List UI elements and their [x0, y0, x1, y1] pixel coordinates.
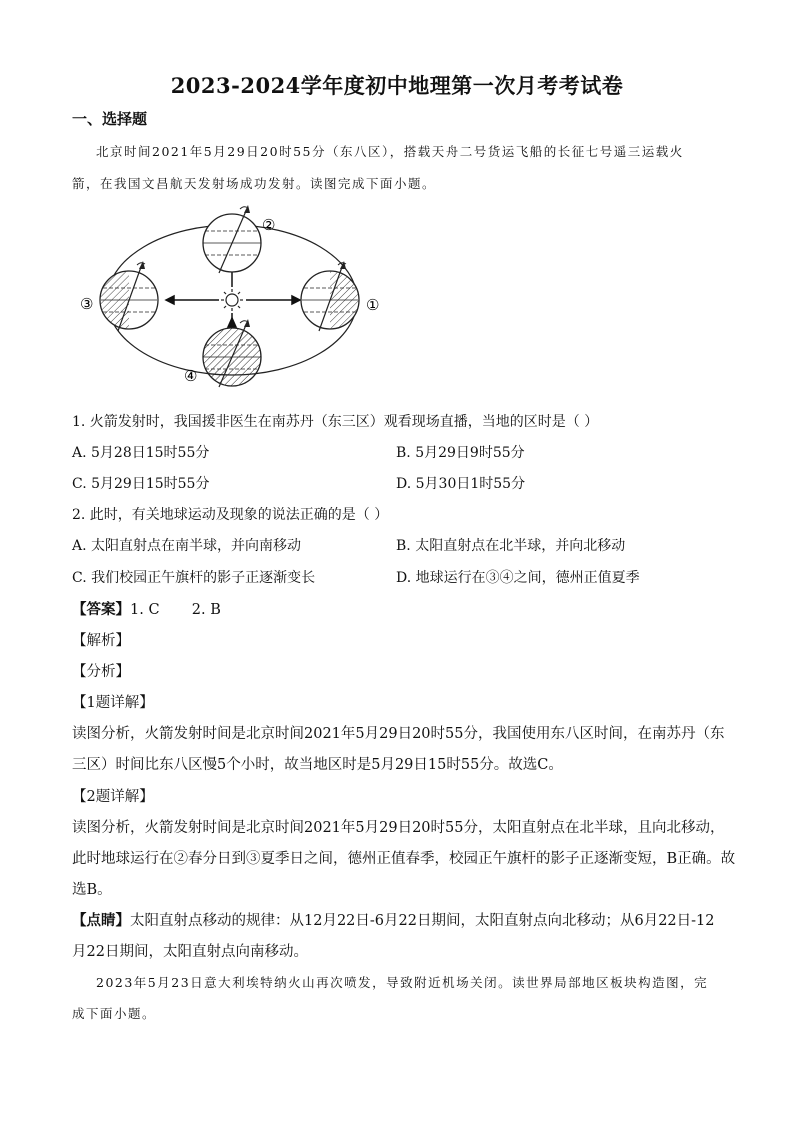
q2-option-b: B. 太阳直射点在北半球，并向北移动 [396, 538, 626, 554]
page-title: 2023-2024学年度初中地理第一次月考考试卷 [170, 73, 624, 98]
q1-option-a: A. 5月28日15时55分 [72, 445, 210, 461]
detail2-line-3: 选B。 [72, 882, 112, 898]
earth-position-3 [100, 261, 158, 331]
q1-option-b: B. 5月29日9时55分 [396, 445, 525, 461]
detail1-line-1: 读图分析，火箭发射时间是北京时间2021年5月29日20时55分，我国使用东八区时间，在南苏丹（东 [72, 726, 725, 742]
label-4: ④ [184, 367, 198, 385]
label-2: ② [262, 216, 276, 234]
q2-option-d: D. 地球运行在③④之间，德州正值夏季 [396, 570, 640, 586]
intro-line-1: 北京时间2021年5月29日20时55分（东八区），搭载天舟二号货运飞船的长征七号遥三运载火 [96, 144, 684, 159]
analysis-tag: 【解析】 [72, 633, 130, 649]
tip-tag: 【点睛】 [72, 912, 130, 929]
label-1: ① [366, 296, 380, 314]
q1-option-c: C. 5月29日15时55分 [72, 476, 210, 492]
detail1-tag: 【1题详解】 [72, 695, 154, 711]
answer-line [72, 598, 221, 619]
q1-option-d: D. 5月30日1时55分 [396, 476, 526, 492]
tip-line-2: 月22日期间，太阳直射点向南移动。 [72, 944, 308, 960]
label-3: ③ [80, 295, 94, 313]
tip-text-1: 太阳直射点移动的规律：从12月22日-6月22日期间，太阳直射点向北移动；从6月22日-12 [130, 913, 715, 929]
sun-icon [221, 289, 243, 311]
fenxi-tag: 【分析】 [72, 664, 130, 680]
detail1-line-2: 三区）时间比东八区慢5个小时，故当地区时是5月29日15时55分。故选C。 [72, 757, 563, 773]
tip-line-1 [72, 909, 715, 930]
earth-position-4 [203, 319, 261, 387]
earth-position-1 [301, 261, 359, 331]
intro2-line-2: 成下面小题。 [72, 1006, 157, 1021]
q2-option-c: C. 我们校园正午旗杆的影子正逐渐变长 [72, 570, 316, 586]
detail2-line-1: 读图分析，火箭发射时间是北京时间2021年5月29日20时55分，太阳直射点在北半球，且向北移动， [72, 820, 725, 836]
answer-tag: 【答案】 [72, 601, 130, 618]
q1-stem: 1. 火箭发射时，我国援非医生在南苏丹（东三区）观看现场直播，当地的区时是（ ） [72, 414, 599, 430]
section-heading: 一、选择题 [72, 110, 148, 128]
earth-position-2 [203, 205, 261, 273]
detail2-tag: 【2题详解】 [72, 789, 154, 805]
detail2-line-2: 此时地球运行在②春分日到③夏季日之间，德州正值春季，校园正午旗杆的影子正逐渐变短，B正确。故 [72, 851, 736, 867]
intro-line-2: 箭，在我国文昌航天发射场成功发射。读图完成下面小题。 [72, 176, 437, 191]
intro2-line-1: 2023年5月23日意大利埃特纳火山再次喷发，导致附近机场关闭。读世界局部地区板块构造图，完 [96, 975, 709, 990]
q2-stem: 2. 此时，有关地球运动及现象的说法正确的是（ ） [72, 507, 389, 523]
q2-option-a: A. 太阳直射点在南半球，并向南移动 [72, 538, 302, 554]
answer-text: 1. C 2. B [130, 602, 221, 618]
earth-orbit-diagram [74, 203, 394, 393]
